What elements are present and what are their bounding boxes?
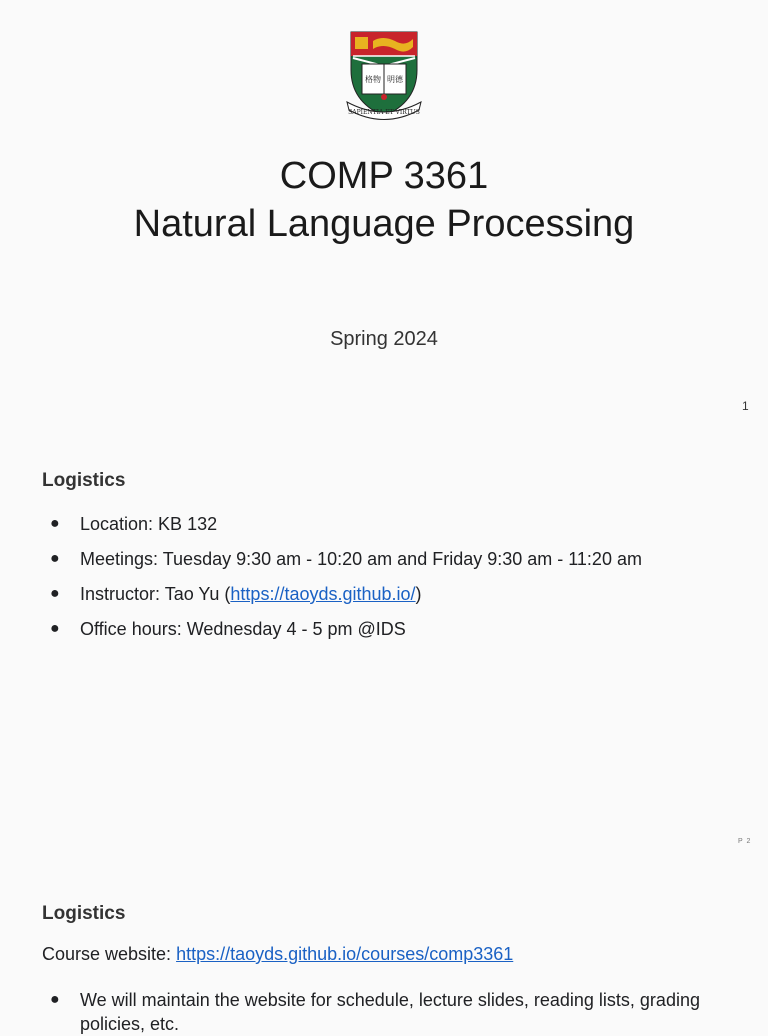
svg-text:明德: 明德 [387, 75, 403, 84]
slide-title-course-name: Natural Language Processing [133, 203, 635, 245]
slide-subtitle-term: Spring 2024 [330, 328, 438, 350]
svg-text:SAPIENTIA ET VIRTUS: SAPIENTIA ET VIRTUS [348, 109, 420, 116]
svg-text:格物: 格物 [365, 75, 381, 84]
list-item: ● Instructor: Tao Yu (https://taoyds.github.io/) [50, 584, 422, 604]
list-item: ● Office hours: Wednesday 4 - 5 pm @IDS [50, 619, 406, 639]
slide-heading: Logistics [42, 470, 126, 491]
bullet-list [42, 512, 642, 652]
slide-heading: Logistics [42, 903, 126, 924]
bullet-list [42, 988, 742, 1036]
bullet-icon: ● [50, 585, 60, 602]
instructor-website-link[interactable]: https://taoyds.github.io/ [230, 584, 416, 604]
bullet-icon: ● [50, 515, 60, 532]
list-item: ● Location: KB 132 [50, 514, 218, 534]
course-website-line: Course website: https://taoyds.github.io/courses/comp3361 [42, 944, 514, 964]
university-crest-logo [345, 30, 423, 124]
list-item: ● We will maintain the website for schedule, lecture slides, reading lists, grading policies, etc. [50, 990, 700, 1034]
course-website-link[interactable]: https://taoyds.github.io/courses/comp3361 [176, 944, 514, 964]
page-number: 1 [742, 399, 749, 413]
page-number: P 2 [738, 838, 752, 845]
slide-title-course-code: COMP 3361 [279, 155, 489, 197]
list-item: ● Meetings: Tuesday 9:30 am - 10:20 am and Friday 9:30 am - 11:20 am [50, 549, 642, 569]
bullet-icon: ● [50, 620, 60, 637]
bullet-icon: ● [50, 991, 60, 1008]
bullet-icon: ● [50, 550, 60, 567]
